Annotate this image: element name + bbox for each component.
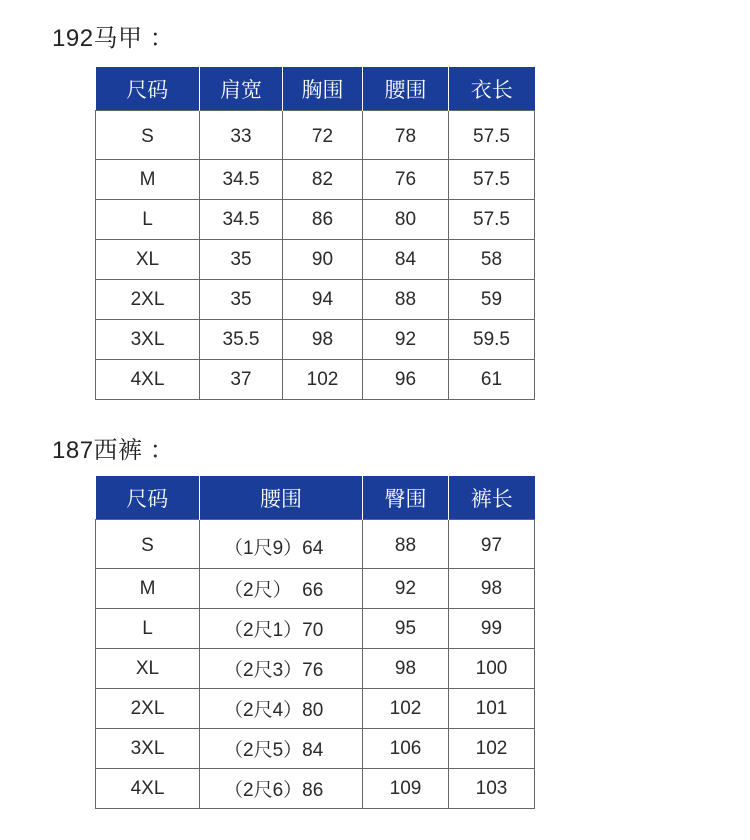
waist-cell: （2尺） 66 xyxy=(200,569,363,609)
waist-cell: （2尺3）76 xyxy=(200,649,363,689)
table-row xyxy=(96,280,535,320)
pants-header-waist: 腰围 xyxy=(200,476,363,520)
waist-cell: （2尺4）80 xyxy=(200,689,363,729)
length-cell: 59.5 xyxy=(449,320,535,360)
vest-header-row xyxy=(96,67,535,111)
table-row xyxy=(96,689,535,729)
waist-cell: （1尺9）64 xyxy=(200,520,363,569)
length-cell: 98 xyxy=(449,569,535,609)
size-cell: 2XL xyxy=(96,280,200,320)
table-row xyxy=(96,160,535,200)
chest-cell: 102 xyxy=(283,360,363,400)
length-cell: 100 xyxy=(449,649,535,689)
table-row xyxy=(96,520,535,569)
table-row xyxy=(96,200,535,240)
size-cell: M xyxy=(96,160,200,200)
waist-cell: 76 xyxy=(363,160,449,200)
hip-cell: 95 xyxy=(363,609,449,649)
vest-header-chest: 胸围 xyxy=(283,67,363,111)
pants-section-title: 187西裤 ： xyxy=(52,437,175,464)
size-cell: S xyxy=(96,520,200,569)
pants-header-length: 裤长 xyxy=(449,476,535,520)
waist-cell: （2尺5）84 xyxy=(200,729,363,769)
size-cell: L xyxy=(96,609,200,649)
shoulder-cell: 34.5 xyxy=(200,200,283,240)
length-cell: 58 xyxy=(449,240,535,280)
chest-cell: 72 xyxy=(283,111,363,160)
hip-cell: 102 xyxy=(363,689,449,729)
table-row xyxy=(96,769,535,809)
chest-cell: 94 xyxy=(283,280,363,320)
table-row xyxy=(96,569,535,609)
hip-cell: 92 xyxy=(363,569,449,609)
hip-cell: 109 xyxy=(363,769,449,809)
vest-section-title: 192马甲 ： xyxy=(52,25,175,52)
chest-cell: 82 xyxy=(283,160,363,200)
size-cell: XL xyxy=(96,240,200,280)
vest-header-length: 衣长 xyxy=(449,67,535,111)
shoulder-cell: 33 xyxy=(200,111,283,160)
vest-header-waist: 腰围 xyxy=(363,67,449,111)
shoulder-cell: 35 xyxy=(200,280,283,320)
waist-cell: 96 xyxy=(363,360,449,400)
size-cell: 3XL xyxy=(96,729,200,769)
length-cell: 57.5 xyxy=(449,160,535,200)
shoulder-cell: 35 xyxy=(200,240,283,280)
length-cell: 97 xyxy=(449,520,535,569)
table-row xyxy=(96,111,535,160)
pants-header-hip: 臀围 xyxy=(363,476,449,520)
hip-cell: 98 xyxy=(363,649,449,689)
length-cell: 99 xyxy=(449,609,535,649)
table-row xyxy=(96,360,535,400)
vest-header-shoulder: 肩宽 xyxy=(200,67,283,111)
size-cell: 4XL xyxy=(96,360,200,400)
chest-cell: 90 xyxy=(283,240,363,280)
pants-header-row xyxy=(96,476,535,520)
vest-size-table xyxy=(95,67,535,400)
size-cell: S xyxy=(96,111,200,160)
length-cell: 57.5 xyxy=(449,200,535,240)
waist-cell: 88 xyxy=(363,280,449,320)
size-cell: 2XL xyxy=(96,689,200,729)
waist-cell: （2尺6）86 xyxy=(200,769,363,809)
hip-cell: 88 xyxy=(363,520,449,569)
waist-cell: 80 xyxy=(363,200,449,240)
pants-header-size: 尺码 xyxy=(96,476,200,520)
length-cell: 103 xyxy=(449,769,535,809)
size-cell: M xyxy=(96,569,200,609)
size-cell: 3XL xyxy=(96,320,200,360)
shoulder-cell: 34.5 xyxy=(200,160,283,200)
table-row xyxy=(96,729,535,769)
waist-cell: 84 xyxy=(363,240,449,280)
waist-cell: 78 xyxy=(363,111,449,160)
size-cell: L xyxy=(96,200,200,240)
chest-cell: 86 xyxy=(283,200,363,240)
length-cell: 57.5 xyxy=(449,111,535,160)
hip-cell: 106 xyxy=(363,729,449,769)
length-cell: 101 xyxy=(449,689,535,729)
size-cell: 4XL xyxy=(96,769,200,809)
shoulder-cell: 35.5 xyxy=(200,320,283,360)
table-row xyxy=(96,240,535,280)
vest-header-size: 尺码 xyxy=(96,67,200,111)
length-cell: 61 xyxy=(449,360,535,400)
table-row xyxy=(96,649,535,689)
table-row xyxy=(96,320,535,360)
size-cell: XL xyxy=(96,649,200,689)
chest-cell: 98 xyxy=(283,320,363,360)
waist-cell: （2尺1）70 xyxy=(200,609,363,649)
pants-size-table xyxy=(95,476,535,809)
waist-cell: 92 xyxy=(363,320,449,360)
length-cell: 59 xyxy=(449,280,535,320)
length-cell: 102 xyxy=(449,729,535,769)
table-row xyxy=(96,609,535,649)
shoulder-cell: 37 xyxy=(200,360,283,400)
